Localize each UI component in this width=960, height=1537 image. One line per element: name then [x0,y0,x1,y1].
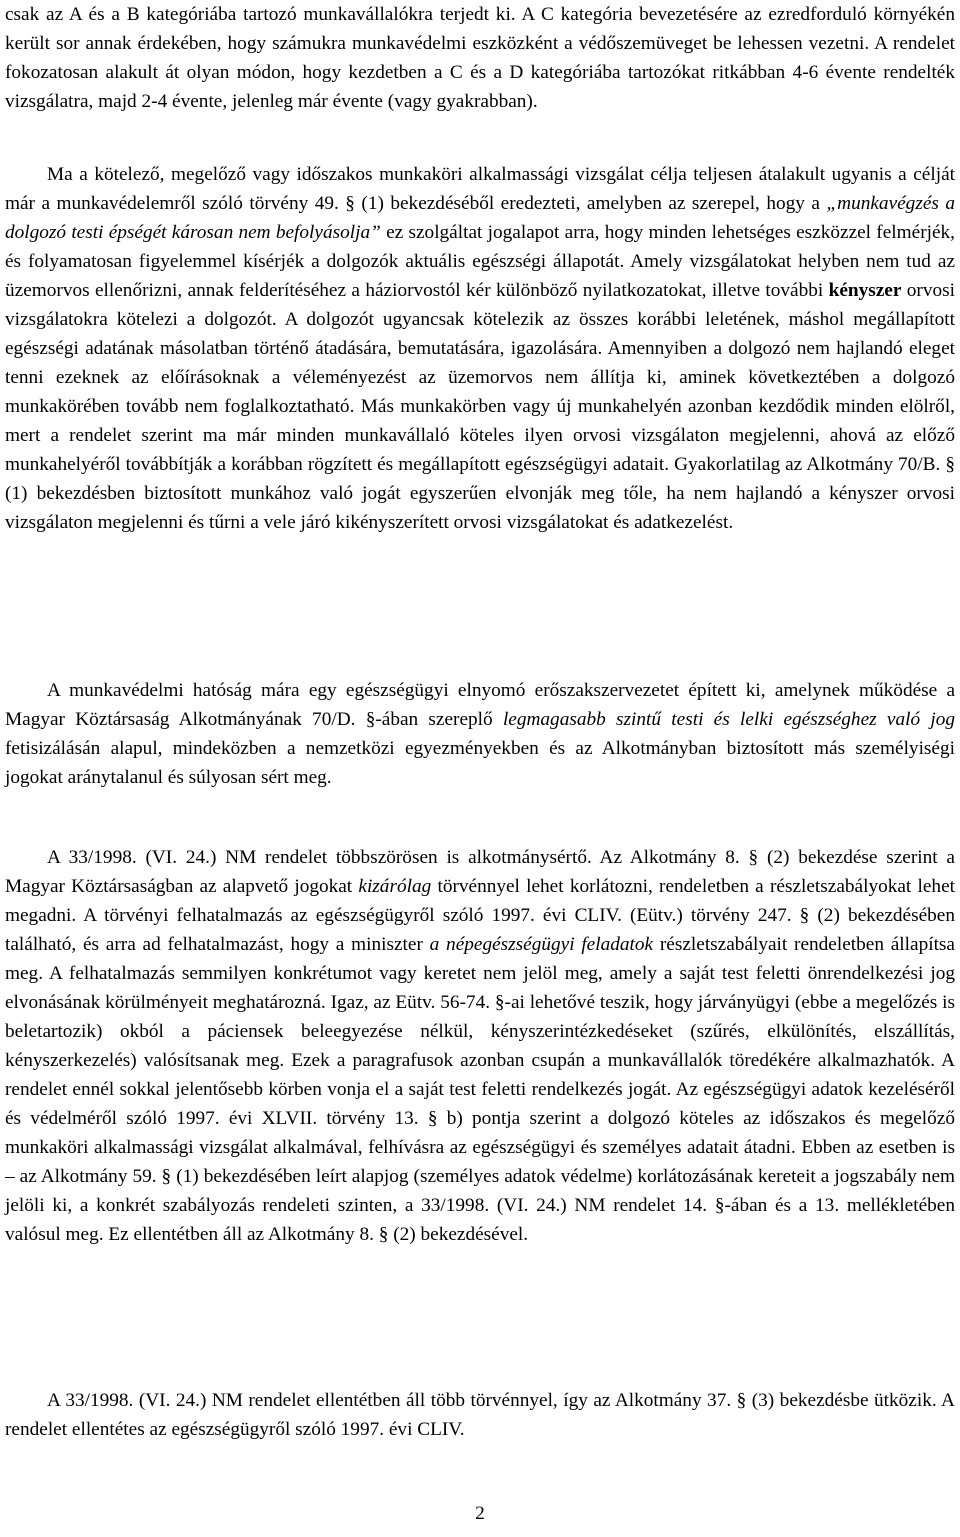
paragraph-3 [5,676,955,792]
paragraph-5 [5,1386,955,1444]
paragraph-3-italic: legmagasabb szintű testi és lelki egészséghez való jog [502,709,955,730]
paragraph-1-text: csak az A és a B kategóriába tartozó munkavállalókra terjedt ki. A C kategória bevezetésére az ezredforduló környékén került sor annak érdekében, hogy számukra munkavédelmi eszközként a védőszemüveget be lehessen vezetni. A rendelet fokozatosan alakult át olyan módon, hogy kezdetben a C és a D kategóriába tartozókat ritkábban 4-6 évente rendelték vizsgálatra, majd 2-4 évente, jelenleg már évente (vagy gyakrabban). [5,4,955,112]
paragraph-1 [5,0,955,116]
paragraph-5-text: A 33/1998. (VI. 24.) NM rendelet ellentétben áll több törvénnyel, így az Alkotmány 37. § (3) bekezdésbe ütközik. A rendelet ellentétes az egészségügyről szóló 1997. évi CLIV. [5,1390,955,1440]
paragraph-2-text-a: Ma a kötelező, megelőző vagy időszakos munkaköri alkalmassági vizsgálat célja teljesen átalakult ugyanis a célját már a munkavédelemről szóló törvény 49. § (1) bekezdéséből eredezteti, amelyben az szerepel, hogy a [5,164,955,214]
paragraph-4 [5,843,955,1249]
paragraph-2-text-c: orvosi vizsgálatokra kötelezi a dolgozót. A dolgozót ugyancsak kötelezik az összes korábbi leletének, máshol megállapított egészségi adatának másolatban történő átadására, bemutatására, igazolására. Amennyiben a dolgozó nem hajlandó eleget tenni ezeknek az előírásoknak a véleményezést az üzemorvos nem állítja ki, aminek következtében a dolgozó munkakörében tovább nem foglalkoztatható. Más munkakörben vagy új munkahelyén azonban kezdődik minden elölről, mert a rendelet szerint ma már minden munkavállaló köteles ilyen orvosi vizsgálaton megjelenni, ahová az előző munkahelyéről továbbítják a korábban rögzített és megállapított egészségügyi adatait. Gyakorlatilag az Alkotmány 70/B. § (1) bekezdésben biztosított munkához való jogát egyszerűen elvonják meg tőle, ha nem hajlandó a kényszer orvosi vizsgálaton megjelenni és tűrni a vele járó kikényszerített orvosi vizsgálatokat és adatkezelést. [5,280,955,533]
paragraph-4-italic-a: kizárólag [358,876,432,897]
paragraph-3-text-b: fetisizálásán alapul, mindeközben a nemzetközi egyezményekben és az Alkotmányban biztosított más személyiségi jogokat aránytalanul és súlyosan sért meg. [5,738,955,788]
paragraph-4-text-a: A 33/1998. (VI. 24.) NM rendelet többszörösen is alkotmánysértő. Az Alkotmány 8. § (2) bekezdése szerint a Magyar Köztársaságban az alapvető jogokat [5,847,955,897]
paragraph-2-bold-term: kényszer [828,280,902,301]
paragraph-2 [5,160,955,537]
paragraph-2-text-b: ez szolgáltat jogalapot arra, hogy minden lehetséges eszközzel felmérjék, és folyamatosan figyelemmel kísérjék a dolgozók aktuális egészségi állapotát. Amely vizsgálatokat helyben nem tud az üzemorvos ellenőrizni, annak felderítéséhez a háziorvostól kér különböző nyilatkozatokat, illetve további [5,222,955,301]
paragraph-3-text-a: A munkavédelmi hatóság mára egy egészségügyi elnyomó erőszakszervezetet épített ki, amelynek működése a Magyar Köztársaság Alkotmányának 70/D. §-ában szereplő [5,680,955,730]
paragraph-4-text-b: törvénnyel lehet korlátozni, rendeletben a részletszabályokat lehet megadni. A törvényi felhatalmazás az egészségügyről szóló 1997. évi CLIV. (Eütv.) törvény 247. § (2) bekezdésében található, és arra ad felhatalmazást, hogy a miniszter [5,876,955,955]
paragraph-4-text-c: részletszabályait rendeletben állapítsa meg. A felhatalmazás semmilyen konkrétumot vagy keretet nem jelöl meg, amely a saját test feletti önrendelkezési jog elvonásának körülményeit meghatározná. Igaz, az Eütv. 56-74. §-ai lehetővé teszik, hogy járványügyi (ebbe a megelőzés is beletartozik) okból a páciensek beleegyezése nélkül, kényszerintézkedéseket (szűrés, elkülönítés, elszállítás, kényszerkezelés) valósítsanak meg. Ezek a paragrafusok azonban csupán a munkavállalók töredékére alkalmazhatók. A rendelet ennél sokkal jelentősebb körben vonja el a saját test feletti rendelkezés jogát. Az egészségügyi adatok kezeléséről és védelméről szóló 1997. évi XLVII. törvény 13. § b) pontja szerint a dolgozó köteles az időszakos és megelőző munkaköri alkalmassági vizsgálat alkalmával, felhívásra az egészségügyi és személyes adatait átadni. Ebben az esetben is – az Alkotmány 59. § (1) bekezdésében leírt alapjog (személyes adatok védelme) korlátozásának kereteit a jogszabály nem jelöli ki, a konkrét szabályozás rendeleti szinten, a 33/1998. (VI. 24.) NM rendelet 14. §-ában és a 13. mellékletében valósul meg. Ez ellentétben áll az Alkotmány 8. § (2) bekezdésével. [5,934,955,1245]
page-number: 2 [475,1503,485,1524]
paragraph-2-quote: „munkavégzés a dolgozó testi épségét károsan nem befolyásolja” [5,193,956,243]
paragraph-4-italic-b: a népegészségügyi feladatok [429,934,654,955]
